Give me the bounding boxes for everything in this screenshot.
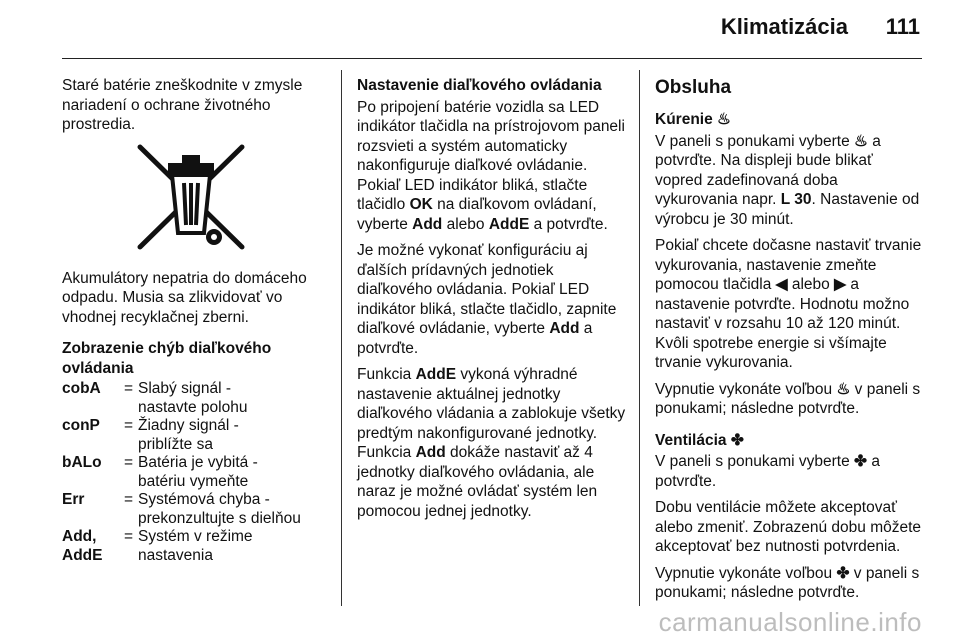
arrow-right-icon: ▶ — [834, 276, 847, 293]
error-code-row: Err = Systémová chyba - prekonzultujte s dielňou — [62, 491, 301, 527]
heat-waves-icon: ♨ — [836, 380, 851, 398]
column-divider-1 — [341, 70, 342, 606]
header-rule — [62, 58, 922, 59]
battery-paragraph: Staré batérie zneškodnite v zmysle nariadení o ochrane životného prostredia. — [62, 77, 303, 133]
error-code-row: conP = Žiadny signál - priblížte sa — [62, 417, 239, 453]
crossed-bin-icon — [132, 143, 250, 255]
page-title: Klimatizácia — [720, 14, 848, 39]
remote-setup-paragraph-2: Je možné vykonať konfiguráciu aj ďalších prídavných jednotiek diaľkového ovládania. Pokiaľ LED indikátor bliká, stlačte tlačidlo, zapnite diaľkové ovládanie, vyberte Add a potvrďte. — [357, 242, 617, 357]
column-1 — [62, 76, 330, 565]
fan-icon: ✤ — [854, 453, 868, 470]
column-3 — [655, 76, 923, 610]
error-code-row: bALo = Batéria je vybitá - batériu vymeňte — [62, 454, 258, 490]
fan-icon: ✤ — [730, 431, 744, 449]
heating-paragraph-1: V paneli s ponukami vyberte ♨ a potvrďte. Na displeji bude blikať vopred zadefinovaná doba vykurovania napr. L 30. Nastavenie od výrobcu je 30 minút. — [655, 132, 920, 228]
watermark: carmanualsonline.info — [658, 607, 922, 637]
ventilation-heading: Ventilácia ✤ — [655, 431, 744, 449]
heat-waves-icon: ♨ — [717, 111, 731, 128]
arrow-left-icon: ◀ — [775, 276, 788, 293]
column-2 — [357, 76, 629, 528]
operation-title: Obsluha — [655, 77, 732, 98]
remote-setup-paragraph-3: Funkcia AddE vykoná výhradné nastavenie aktuálnej jednotky diaľkového vládania a zablokuje všetky predtým nakonfigurované jednotky. Funkcia Add dokáže nastaviť až 4 jednotky diaľkového ovládania, ale naraz je možné ovládať systém len pomocou jednej jednotky. — [357, 366, 626, 520]
ventilation-paragraph-2: Dobu ventilácie môžete akceptovať alebo zmeniť. Zobrazenú dobu môžete akceptovať bez nutnosti potvrdenia. — [655, 499, 922, 555]
accumulator-paragraph: Akumulátory nepatria do domáceho odpadu. Musia sa zlikvidovať vo vhodnej recyklačnej zberni. — [62, 269, 307, 326]
column-divider-2 — [639, 70, 640, 606]
heating-paragraph-3: Vypnutie vykonáte voľbou ♨ v paneli s ponukami; následne potvrďte. — [655, 380, 921, 417]
heating-paragraph-2: Pokiaľ chcete dočasne nastaviť trvanie vykurovania, nastavenie zmeňte pomocou tlačidla ◀ alebo ▶ a nastavenie potvrďte. Hodnotu možno nastaviť v rozsahu 10 až 120 minút. Kvôli spotrebe energie si všímajte trvanie vykurovania. — [655, 237, 922, 371]
error-code-row: Add, AddE = Systém v režime nastavenia — [62, 528, 253, 564]
error-display-heading: Zobrazenie chýb diaľkového ovládania — [62, 340, 272, 377]
ventilation-paragraph-3: Vypnutie vykonáte voľbou ✤ v paneli s ponukami; následne potvrďte. — [655, 564, 920, 601]
remote-setup-heading: Nastavenie diaľkového ovládania — [357, 77, 602, 94]
ventilation-paragraph-1: V paneli s ponukami vyberte ✤ a potvrďte. — [655, 453, 880, 490]
error-code-row: cobA = Slabý signál - nastavte polohu — [62, 380, 248, 416]
heat-waves-icon: ♨ — [854, 132, 868, 150]
remote-setup-paragraph-1: Po pripojení batérie vozidla sa LED indikátor tlačidla na prístrojovom paneli rozsvieti a systém automaticky nakonfiguruje diaľkové ovládanie. Pokiaľ LED indikátor bliká, stlačte tlačidlo OK na diaľkovom ovládaní, vyberte Add alebo AddE a potvrďte. — [357, 98, 625, 233]
error-code-list — [62, 380, 322, 565]
fan-icon: ✤ — [836, 564, 850, 582]
heating-heading: Kúrenie ♨ — [655, 111, 731, 128]
page-number: 111 — [885, 14, 920, 39]
